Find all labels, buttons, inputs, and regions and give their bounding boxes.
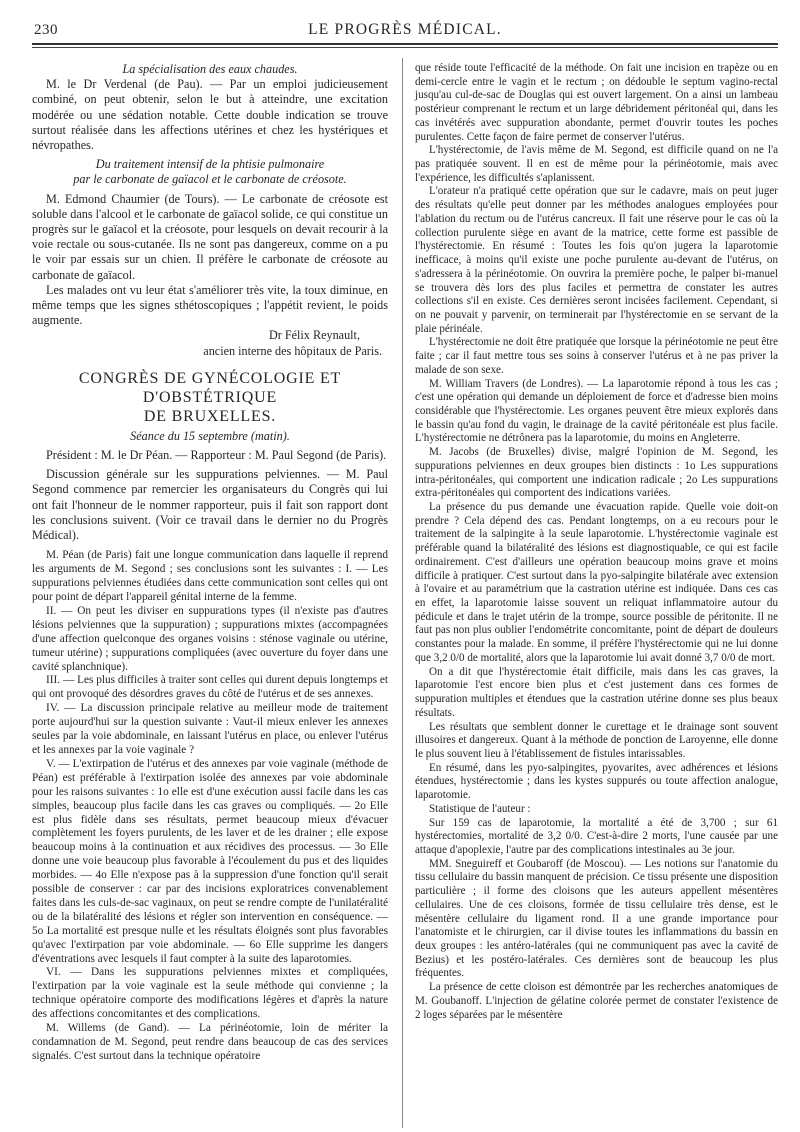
cloison-paragraph: La présence de cette cloison est démontrée par les recherches anatomiques de M. Goubanoff. L'injection de gélatine colorée permet de constater l'existence de 2 loges séparées par le mésentère xyxy=(415,981,778,1021)
resume-paragraph: En résumé, dans les pyo-salpingites, pyovarites, avec adhérences et lésions étendues, hystérectomie ; dans les kystes suppurés ou toute affection analogue, laparotomie. xyxy=(415,761,778,802)
header-rule-thin xyxy=(32,47,778,48)
sneguireff-paragraph: MM. Sneguireff et Goubaroff (de Moscou). — Les notions sur l'anatomie du tissu cellulaire du bassin manquent de précision. Ce tissu présente une disposition particulière ; il forme des cloisons que les auteurs appellent mésentères cellulaires. Une de ces cloisons, formée de tissu cellulaire très dense, est le mésentère cellulaire du ligament rond. Il a une grande importance pour l'anatomiste et le chirurgien, car il divise toutes les inflammations du bassin en deux groupes : les antéro-latérales (qui ne communiquent pas avec la cavité de Bezius) et les postéro-latérales. Ces dernières sont de beaucoup les plus fréquentes. xyxy=(415,857,778,980)
discussion-paragraph: Discussion générale sur les suppurations pelviennes. — M. Paul Segond commence par remercier les organisateurs du Congrès qui lui ont fait l'honneur de le nommer rapporteur, puis il fait son rapport dont les conclusions suivent. (Voir ce travail dans le dernier no du Progrès Médical). xyxy=(32,467,388,543)
resultats-paragraph: Les résultats que semblent donner le curettage et le drainage sont souvent illusoires et dangereux. Quant à la méthode de ponction de Laroyenne, elle donne le plus souvent lieu à l'établissement de fistules intarissables. xyxy=(415,720,778,760)
signature-name: Dr Félix Reynault, xyxy=(268,328,360,343)
conclusion-V: V. — L'extirpation de l'utérus et des annexes par voie vaginale (méthode de Péan) est préférable à l'extirpation isolée des annexes par voie abdominale pour les raisons suivantes : 1o elle est d'une exécution aussi facile dans les cas simples, beaucoup plus facile dans les cas graves ou compliqués. — 2o Elle est plus fidèle dans ses résultats, permet beaucoup mieux d'évacuer complètement les foyers purulents, de les laver et de les drainer ; elle expose beaucoup moins à la continuation et aux récidives des processus. — 3o Elle donne une voie beaucoup plus favorable à l'écoulement du pus et des liquides morbides. — 4o Elle n'expose pas à la suppression d'une fonction qu'il serait possible de conserver : car par des incisions exploratrices convenablement faites dans les culs-de-sac vaginaux, on peut se rendre compte de l'unilatéralité ou de la bilatéralité des lésions et régler son intervention en conséquence. — 5o La mortalité est presque nulle et les résultats éloignés sont plus favorables qu'avec l'extirpation par voie abdominale. — 6o Elle supprime les dangers d'éventrations avec lesquels il faut compter à la suite des laparotomies. xyxy=(32,757,388,965)
congress-title-line2: DE BRUXELLES. xyxy=(143,407,277,425)
running-title: LE PROGRÈS MÉDICAL. xyxy=(308,21,502,38)
willems-paragraph: M. Willems (de Gand). — La périnéotomie, loin de mériter la condamnation de M. Segond, peut rendre dans beaucoup de cas des services signalés. C'est surtout dans la technique opératoire xyxy=(32,1022,388,1062)
malades-paragraph: Les malades ont vu leur état s'améliorer très vite, la toux diminue, en même temps que les signes sthétoscopiques ; l'appétit revient, le poids augmente. xyxy=(32,282,388,328)
session-line: Séance du 15 septembre (matin). xyxy=(130,428,290,443)
page-number: 230 xyxy=(34,22,58,38)
conclusion-IV: IV. — La discussion principale relative au meilleur mode de traitement porte aujourd'hui sur la question suivante : Vaut-il mieux enlever les annexes seules par la voie abdominale, en laissant l'utérus en place, ou enlever l'utérus et les annexes par la voie vaginale ? xyxy=(32,702,388,756)
conclusion-III: III. — Les plus difficiles à traiter sont celles qui durent depuis longtemps et qui ont provoqué des désordres graves du côté de l'utérus et de ses annexes. xyxy=(32,674,388,701)
page-header xyxy=(32,20,778,40)
travers-paragraph: M. William Travers (de Londres). — La laparotomie répond à tous les cas ; c'est une opération qui demande un déploiement de force et d'adresse bien moins considérable que l'hystérectomie. Les organes peuvent être mieux explorés dans le bassin qu'au fond du vagin, le drainage de la cavité péritonéale est plus facile. L'hystérectomie ne détrônera pas la laparotomie, du moins en Angleterre. xyxy=(415,377,778,445)
column-divider xyxy=(402,58,403,1128)
hysterectomie-paragraph: L'hystérectomie, de l'avis même de M. Segond, est difficile quand on ne l'a pas pratiquée souvent. Il en est de même pour la périnéotomie, mais avec l'expérience, les difficultés s'aplanissent. xyxy=(415,144,778,184)
congress-title-line1: CONGRÈS DE GYNÉCOLOGIE ET D'OBSTÉTRIQUE xyxy=(78,369,342,406)
pus-paragraph: La présence du pus demande une évacuation rapide. Quelle voie doit-on prendre ? Cela dépend des cas. Pendant longtemps, on a eu recours pour le traitement de la salpingite à la seule laparotomie. L'hystérectomie vaginale est préférable quand la bilatéralité des lésions est diagnostiquable, ce qui est facile ordinairement. C'est d'ailleurs une opération beaucoup moins grave et moins difficile à pratiquer. C'est surtout dans la pyo-salpingite bilatérale avec extension à l'ovaire et au paramétrium que la castration utérine est indiquée. Dans ces cas en effet, la laparotomie laisse souvent un reliquat inflammatoire autour du pédicule et dans le trajet utérin de la trompe, source possible de péritonite. Il ne faut pas non plus oublier l'endométrite concomitante, point de départ de douleurs constantes pour la malade. En somme, il préfère l'hystérectomie qui ne lui donne que 3,2 0/0 de mortalité, alors que la laparotomie lui avait donné 3,7 0/0 de mort. xyxy=(415,501,778,664)
verdenal-paragraph: M. le Dr Verdenal (de Pau). — Par un emploi judicieusement combiné, on peut obtenir, selon le but à atteindre, une excitation modérée ou une sédation notable. Cette double indication se trouve surtout réalisée dans les affections utérines et chez les hystériques et névropathes. xyxy=(32,77,388,153)
hysterectomie-2-paragraph: L'hystérectomie ne doit être pratiquée que lorsque la périnéotomie ne peut être faite ; car il faut mettre tous ses soins à conserver l'utérus et à ne pas priver la malade de son sexe. xyxy=(415,336,778,376)
signature-title: ancien interne des hôpitaux de Paris. xyxy=(203,343,382,358)
statistique-title: Statistique de l'auteur : xyxy=(429,802,531,815)
left-column xyxy=(32,62,388,1064)
continued-paragraph: que réside toute l'efficacité de la méthode. On fait une incision en trapèze ou en demi-cercle entre le vagin et le rectum ; on dédouble le septum vagino-rectal jusqu'au cul-de-sac de Douglas qui est ouvert largement. On a ainsi un lambeau postérieur comprenant le rectum et un large débridement péritonéal qui, dans les cas invétérés avec suppuration abondante, permet d'ouvrir toutes les poches purulentes. Cette façon de faire permet de conserver l'utérus. xyxy=(415,62,778,143)
conclusion-II: II. — On peut les diviser en suppurations types (il n'existe pas d'autres lésions pelviennes que la suppuration) ; suppurations mixtes (accompagnées d'une affection quelconque des organes voisins : sténose vaginale ou utérine, tumeur utérine) ; suppurations compliquées (avec ouverture du foyer dans une cavité splanchnique). xyxy=(32,604,388,673)
newspaper-page xyxy=(32,20,778,1062)
pean-paragraph: M. Péan (de Paris) fait une longue communication dans laquelle il reprend les arguments de M. Segond ; ses conclusions sont les suivantes : I. — Les suppurations pelviennes étudiées dans cette communication sont celles qui ont pour point de départ l'appareil génital interne de la femme. xyxy=(32,549,388,603)
section-title-phtisie-line1: Du traitement intensif de la phtisie pulmonaire xyxy=(95,157,325,172)
chaumier-paragraph: M. Edmond Chaumier (de Tours). — Le carbonate de créosote est soluble dans l'alcool et le carbonate de gaïacol solide, ce qui constitue un progrès sur le gaïacol et la créosote, pour lesquels on devait recourir à la voie rectale ou sous-cutanée. Ils ne sont pas dangereux, comme on a pu le voir par essais sur un chien. Il préfère le carbonate de créosote au carbonate de gaïacol. xyxy=(32,191,388,282)
on-a-dit-paragraph: On a dit que l'hystérectomie était difficile, mais dans les cas graves, la laparotomie l'est encore bien plus et c'est justement dans ces formes de suppuration multiples et étendues que la castration utérine donne ses plus beaux résultats. xyxy=(415,665,778,719)
jacobs-paragraph: M. Jacobs (de Bruxelles) divise, malgré l'opinion de M. Segond, les suppurations pelviennes en deux groupes bien distincts : 1o Les suppurations intra-péritonéales, qui comportent une indication radicale ; 2o Les suppurations extra-péritonéales qui comportent des indications variées. xyxy=(415,446,778,500)
conclusion-VI: VI. — Dans les suppurations pelviennes mixtes et compliquées, l'extirpation par la voie vaginale est la seule méthode qui convienne ; la technique opératoire comporte des modifications légères et d'après la nature des affections concomitantes et des complications. xyxy=(32,966,388,1021)
statistique-paragraph: Sur 159 cas de laparotomie, la mortalité a été de 3,700 ; sur 61 hystérectomies, mortalité de 3,2 0/0. C'est-à-dire 2 morts, l'une causée par une attaque d'apoplexie, l'autre par des complications intestinales au 3e jour. xyxy=(415,816,778,856)
header-rule-thick xyxy=(32,43,778,45)
section-title-phtisie-line2: par le carbonate de gaïacol et le carbonate de créosote. xyxy=(73,172,347,187)
section-title-eaux-chaudes: La spécialisation des eaux chaudes. xyxy=(122,62,298,76)
right-column xyxy=(415,62,778,1022)
president-line: Président : M. le Dr Péan. — Rapporteur : M. Paul Segond (de Paris). xyxy=(46,448,387,463)
orateur-paragraph: L'orateur n'a pratiqué cette opération que sur le cadavre, mais on peut juger des résultats qu'elle peut donner par les méthodes analogues employées pour l'ablation du rectum ou de l'utérus cancreux. Il fait une réserve pour le cas où la collection purulente siège en avant de la matrice, cette forme est passible de l'hystérectomie. En résumé : Toutes les fois qu'on jugera la laparotomie inefficace, à moins qu'il existe une poche purulente au-devant de l'utérus, on s'adressera à la périnéotomie. On ouvrira la première poche, le palper bi-manuel se trouvera dès lors des plus faciles et permettra de constater les autres collections s'il en existe. Ces dernières seront incisées facilement. Cependant, si on ne pouvait y parvenir, on terminerait par l'hystérectomie en se servant de la plaie périnéale. xyxy=(415,185,778,335)
